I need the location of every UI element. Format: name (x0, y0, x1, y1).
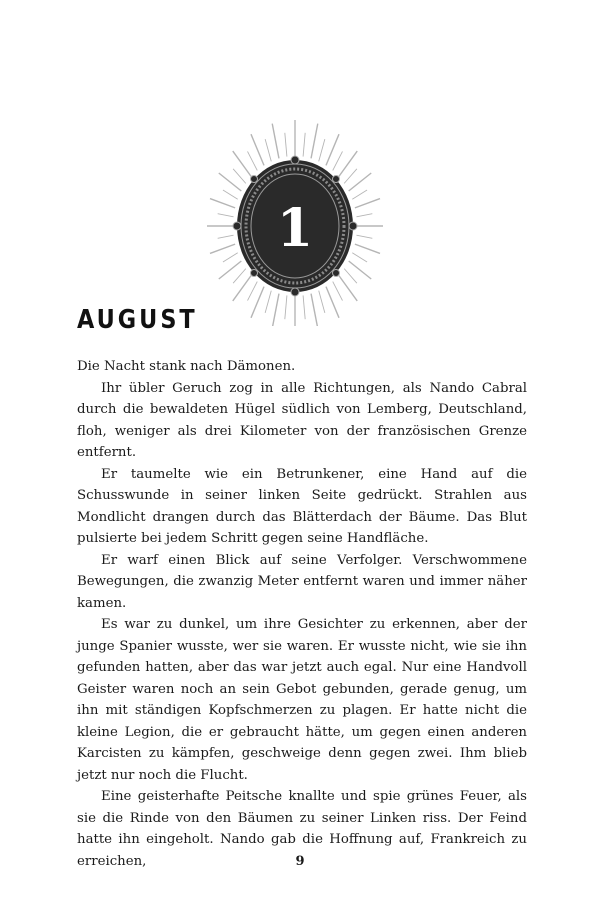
ray (333, 151, 343, 170)
ray (285, 133, 287, 157)
ray (248, 282, 258, 301)
ray (233, 275, 251, 300)
ray (339, 275, 357, 300)
chapter-number: 1 (276, 198, 314, 259)
ray (251, 134, 264, 165)
ray (219, 261, 242, 279)
ray (319, 139, 325, 161)
ray (355, 199, 380, 208)
ray (272, 124, 279, 159)
paragraph: Eine geisterhafte Peitsche knallte und spie grünes Feuer, als sie die Rinde von den Bäumen zu seiner Linken riss. Der Feind hatte ihn eingeholt. Nando gab die Hoffnung auf, Frankreich zu erreichen, (77, 789, 527, 869)
ray (356, 214, 372, 217)
ray (333, 282, 343, 301)
ray (303, 295, 305, 319)
ray (265, 139, 271, 161)
chapter-emblem (206, 110, 384, 326)
ray (233, 269, 246, 284)
ray (311, 294, 318, 326)
ray (233, 151, 251, 176)
page-number: 9 (295, 854, 305, 869)
ray (326, 134, 339, 165)
ray (339, 151, 357, 176)
paragraph: Es war zu dunkel, um ihre Gesichter zu erkennen, aber der junge Spanier wusste, wer sie waren. Er wusste nicht, wie sie ihn gefunden hatten, aber das war jetzt auch egal. Nur eine Handvoll Geister waren noch an sein Gebot gebunden, gerade genug, um ihn mit ständigen Kopfschmerzen zu plagen. Er hatte nicht die kleine Legion, die er gebraucht hätte, um gegen einen anderen Karcisten zu kämpfen, geschweige denn gegen zwei. Ihm blieb jetzt nur noch die Flucht. (77, 617, 527, 783)
ray (210, 199, 235, 208)
ray (272, 294, 279, 326)
chapter-body (77, 356, 527, 872)
paragraph: Die Nacht stank nach Dämonen. (77, 359, 296, 374)
ray (223, 253, 238, 262)
chapter-emblem-graphic (206, 110, 384, 326)
ray (223, 190, 238, 199)
ray (344, 269, 357, 284)
paragraph: Ihr übler Geruch zog in alle Richtungen, als Nando Cabral durch die bewaldeten Hügel südlich von Lemberg, Deutschland, floh, weniger als drei Kilometer von der französischen Grenze entfernt. (77, 380, 527, 460)
ray (356, 235, 372, 238)
chapter-title: AUGUST (77, 305, 198, 335)
ray (326, 287, 339, 318)
ray (355, 244, 380, 253)
ray (218, 235, 234, 238)
ray (303, 133, 305, 157)
ray (265, 291, 271, 313)
ray (285, 295, 287, 319)
ray (311, 124, 318, 159)
ray (219, 173, 242, 191)
ray (352, 190, 367, 199)
ray (352, 253, 367, 262)
ray (349, 261, 372, 279)
paragraph: Er warf einen Blick auf seine Verfolger. Verschwommene Bewegungen, die zwanzig Meter entfernt waren und immer näher kamen. (77, 552, 527, 611)
ray (233, 169, 246, 184)
ray (319, 291, 325, 313)
ray (349, 173, 372, 191)
paragraph: Er taumelte wie ein Betrunkener, eine Hand auf die Schusswunde in seiner linken Seite gedrückt. Strahlen aus Mondlicht drangen durch das Blätterdach der Bäume. Das Blut pulsierte bei jedem Schritt gegen seine Handfläche. (77, 466, 527, 546)
ray (218, 214, 234, 217)
ray (248, 151, 258, 170)
ray (251, 287, 264, 318)
ray (344, 169, 357, 184)
ray (210, 244, 235, 253)
